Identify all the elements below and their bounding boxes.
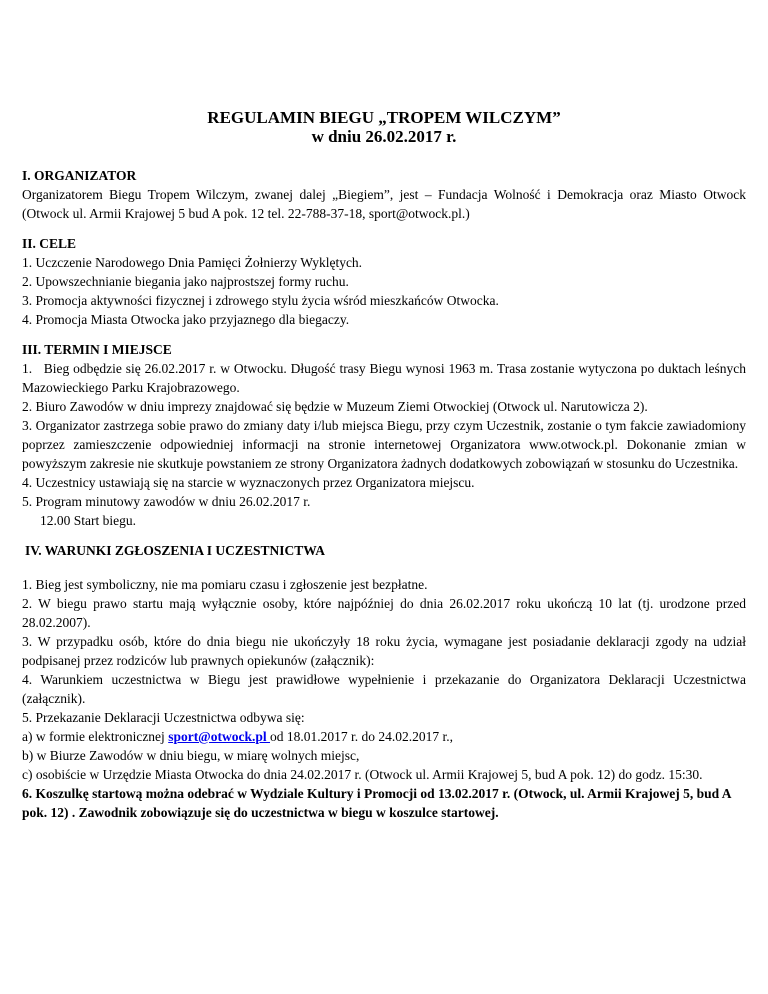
list-item: 5. Program minutowy zawodów w dniu 26.02.2017 r. (22, 494, 311, 509)
list-item-a (22, 727, 746, 746)
section-heading: IV. WARUNKI ZGŁOSZENIA I UCZESTNICTWA (25, 543, 325, 558)
list-item: 1. Bieg jest symboliczny, nie ma pomiaru czasu i zgłoszenie jest bezpłatne. (22, 577, 428, 592)
section-heading: I. ORGANIZATOR (22, 168, 137, 183)
paragraph: Organizatorem Biegu Tropem Wilczym, zwanej dalej „Biegiem”, jest – Fundacja Wolność i Demokracja oraz Miasto Otwock (Otwock ul. Armii Krajowej 5 bud A pok. 12 tel. 22-788-37-18, sport@otwock.pl.) (22, 187, 746, 221)
spacer (22, 146, 746, 166)
section-heading: II. CELE (22, 236, 77, 251)
list-item: 4. Warunkiem uczestnictwa w Biegu jest prawidłowe wypełnienie i przekazanie do Organizatora Deklaracji Uczestnictwa (załącznik). (22, 672, 746, 706)
text-span: a) w formie elektronicznej (22, 729, 169, 744)
list-item: 2. Biuro Zawodów w dniu imprezy znajdować się będzie w Muzeum Ziemi Otwockiej (Otwock ul. Narutowicza 2). (22, 399, 648, 414)
section-registration (22, 541, 746, 822)
section-date-place (22, 340, 750, 530)
document-date: w dniu 26.02.2017 r. (311, 127, 457, 146)
list-item: 5. Przekazanie Deklaracji Uczestnictwa odbywa się: (22, 710, 305, 725)
list-item: 3. Promocja aktywności fizycznej i zdrowego stylu życia wśród mieszkańców Otwocka. (22, 293, 499, 308)
list-item: 3. Organizator zastrzega sobie prawo do zmiany daty i/lub miejsca Biegu, przy czym Uczestnik, zostanie o tym fakcie zawiadomiony poprzez zamieszczenie odpowiedniej informacji na stronie internetowej Organizatora www.otwock.pl. Dokonanie zmian w powyższym zakresie nie skutkuje powstaniem ze strony Organizatora żadnych dodatkowych zobowiązań w stosunku do Uczestnika. (22, 418, 746, 471)
list-item: 4. Promocja Miasta Otwocka jako przyjaznego dla biegaczy. (22, 312, 350, 327)
section-organizer (22, 166, 746, 223)
spacer (22, 223, 746, 234)
text-span: od 18.01.2017 r. do 24.02.2017 r., (270, 729, 454, 744)
document-title: REGULAMIN BIEGU „TROPEM WILCZYM” (207, 108, 561, 127)
list-item: 1. Bieg odbędzie się 26.02.2017 r. w Otwocku. Długość trasy Biegu wynosi 1963 m. Trasa zostanie wytyczona po duktach leśnych Mazowieckiego Parku Krajobrazowego. (22, 361, 750, 395)
section-goals (22, 234, 746, 329)
list-item: 3. W przypadku osób, które do dnia biegu nie ukończyły 18 roku życia, wymagane jest posiadanie deklaracji zgody na udział podpisanej przez rodziców lub prawnych opiekunów (załącznik): (22, 634, 746, 668)
list-item: 2. Upowszechnianie biegania jako najprostszej formy ruchu. (22, 274, 349, 289)
list-item: 4. Uczestnicy ustawiają się na starcie w wyznaczonych przez Organizatora miejscu. (22, 475, 475, 490)
start-time: 12.00 Start biegu. (40, 513, 136, 528)
list-item-c: c) osobiście w Urzędzie Miasta Otwocka do dnia 24.02.2017 r. (Otwock ul. Armii Krajowej 5, bud A pok. 12) do godz. 15:30. (22, 767, 703, 782)
section-heading: III. TERMIN I MIEJSCE (22, 342, 172, 357)
document-page (22, 108, 750, 822)
list-item: 2. W biegu prawo startu mają wyłącznie osoby, które najpóźniej do dnia 26.02.2017 roku ukończą 10 lat (tj. urodzone przed 28.02.2007). (22, 596, 746, 630)
list-item-b: b) w Biurze Zawodów w dniu biegu, w miarę wolnych miejsc, (22, 748, 360, 763)
email-link[interactable]: sport@otwock.pl (168, 729, 270, 744)
spacer (22, 329, 746, 340)
list-item: 1. Uczczenie Narodowego Dnia Pamięci Żołnierzy Wyklętych. (22, 255, 363, 270)
list-item-6: 6. Koszulkę startową można odebrać w Wydziale Kultury i Promocji od 13.02.2017 r. (Otwock, ul. Armii Krajowej 5, bud A pok. 12) . Zawodnik zobowiązuje się do uczestnictwa w biegu w koszulce startowej. (22, 786, 731, 820)
spacer (22, 560, 746, 575)
spacer (22, 530, 746, 541)
